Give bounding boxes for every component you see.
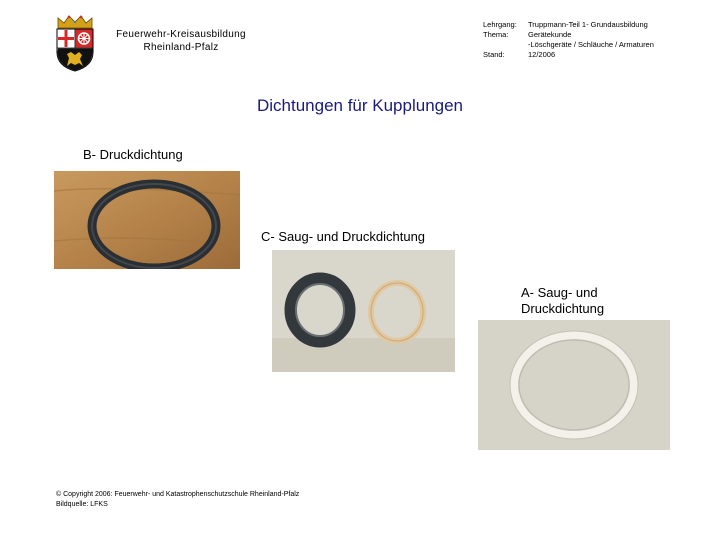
coat-of-arms-logo [52,14,98,72]
page-title: Dichtungen für Kupplungen [256,96,464,115]
label-a-line-2: Druckdichtung [521,301,605,316]
image-source-text: Bildquelle: LFKS [56,501,108,508]
course-info [483,20,654,60]
stand-label: Stand: [483,50,505,59]
stand-value: 12/2006 [528,50,556,59]
photo-a-seal [478,320,670,450]
lehrgang-value: Truppmann-Teil 1- Grundausbildung [528,20,648,29]
copyright-text: © Copyright 2006: Feuerwehr- und Katastrophenschutzschule Rheinland-Pfalz [56,491,300,498]
photo-c-seals [272,250,455,372]
label-a-seal [521,285,604,317]
label-a-line-1: A- Saug- und [521,285,598,300]
label-c-seal: C- Saug- und Druckdichtung [261,229,426,244]
thema-value-1: Gerätekunde [528,30,572,39]
photo-b-seal [54,171,240,269]
footer [56,490,299,510]
thema-label: Thema: [483,30,509,39]
org-line-2: Rheinland-Pfalz [143,42,219,53]
lehrgang-label: Lehrgang: [483,20,517,29]
thema-value-2: -Löschgeräte / Schläuche / Armaturen [528,40,654,49]
label-b-seal: B- Druckdichtung [83,147,183,162]
org-line-1: Feuerwehr-Kreisausbildung [116,29,246,40]
organization-name [100,28,262,54]
